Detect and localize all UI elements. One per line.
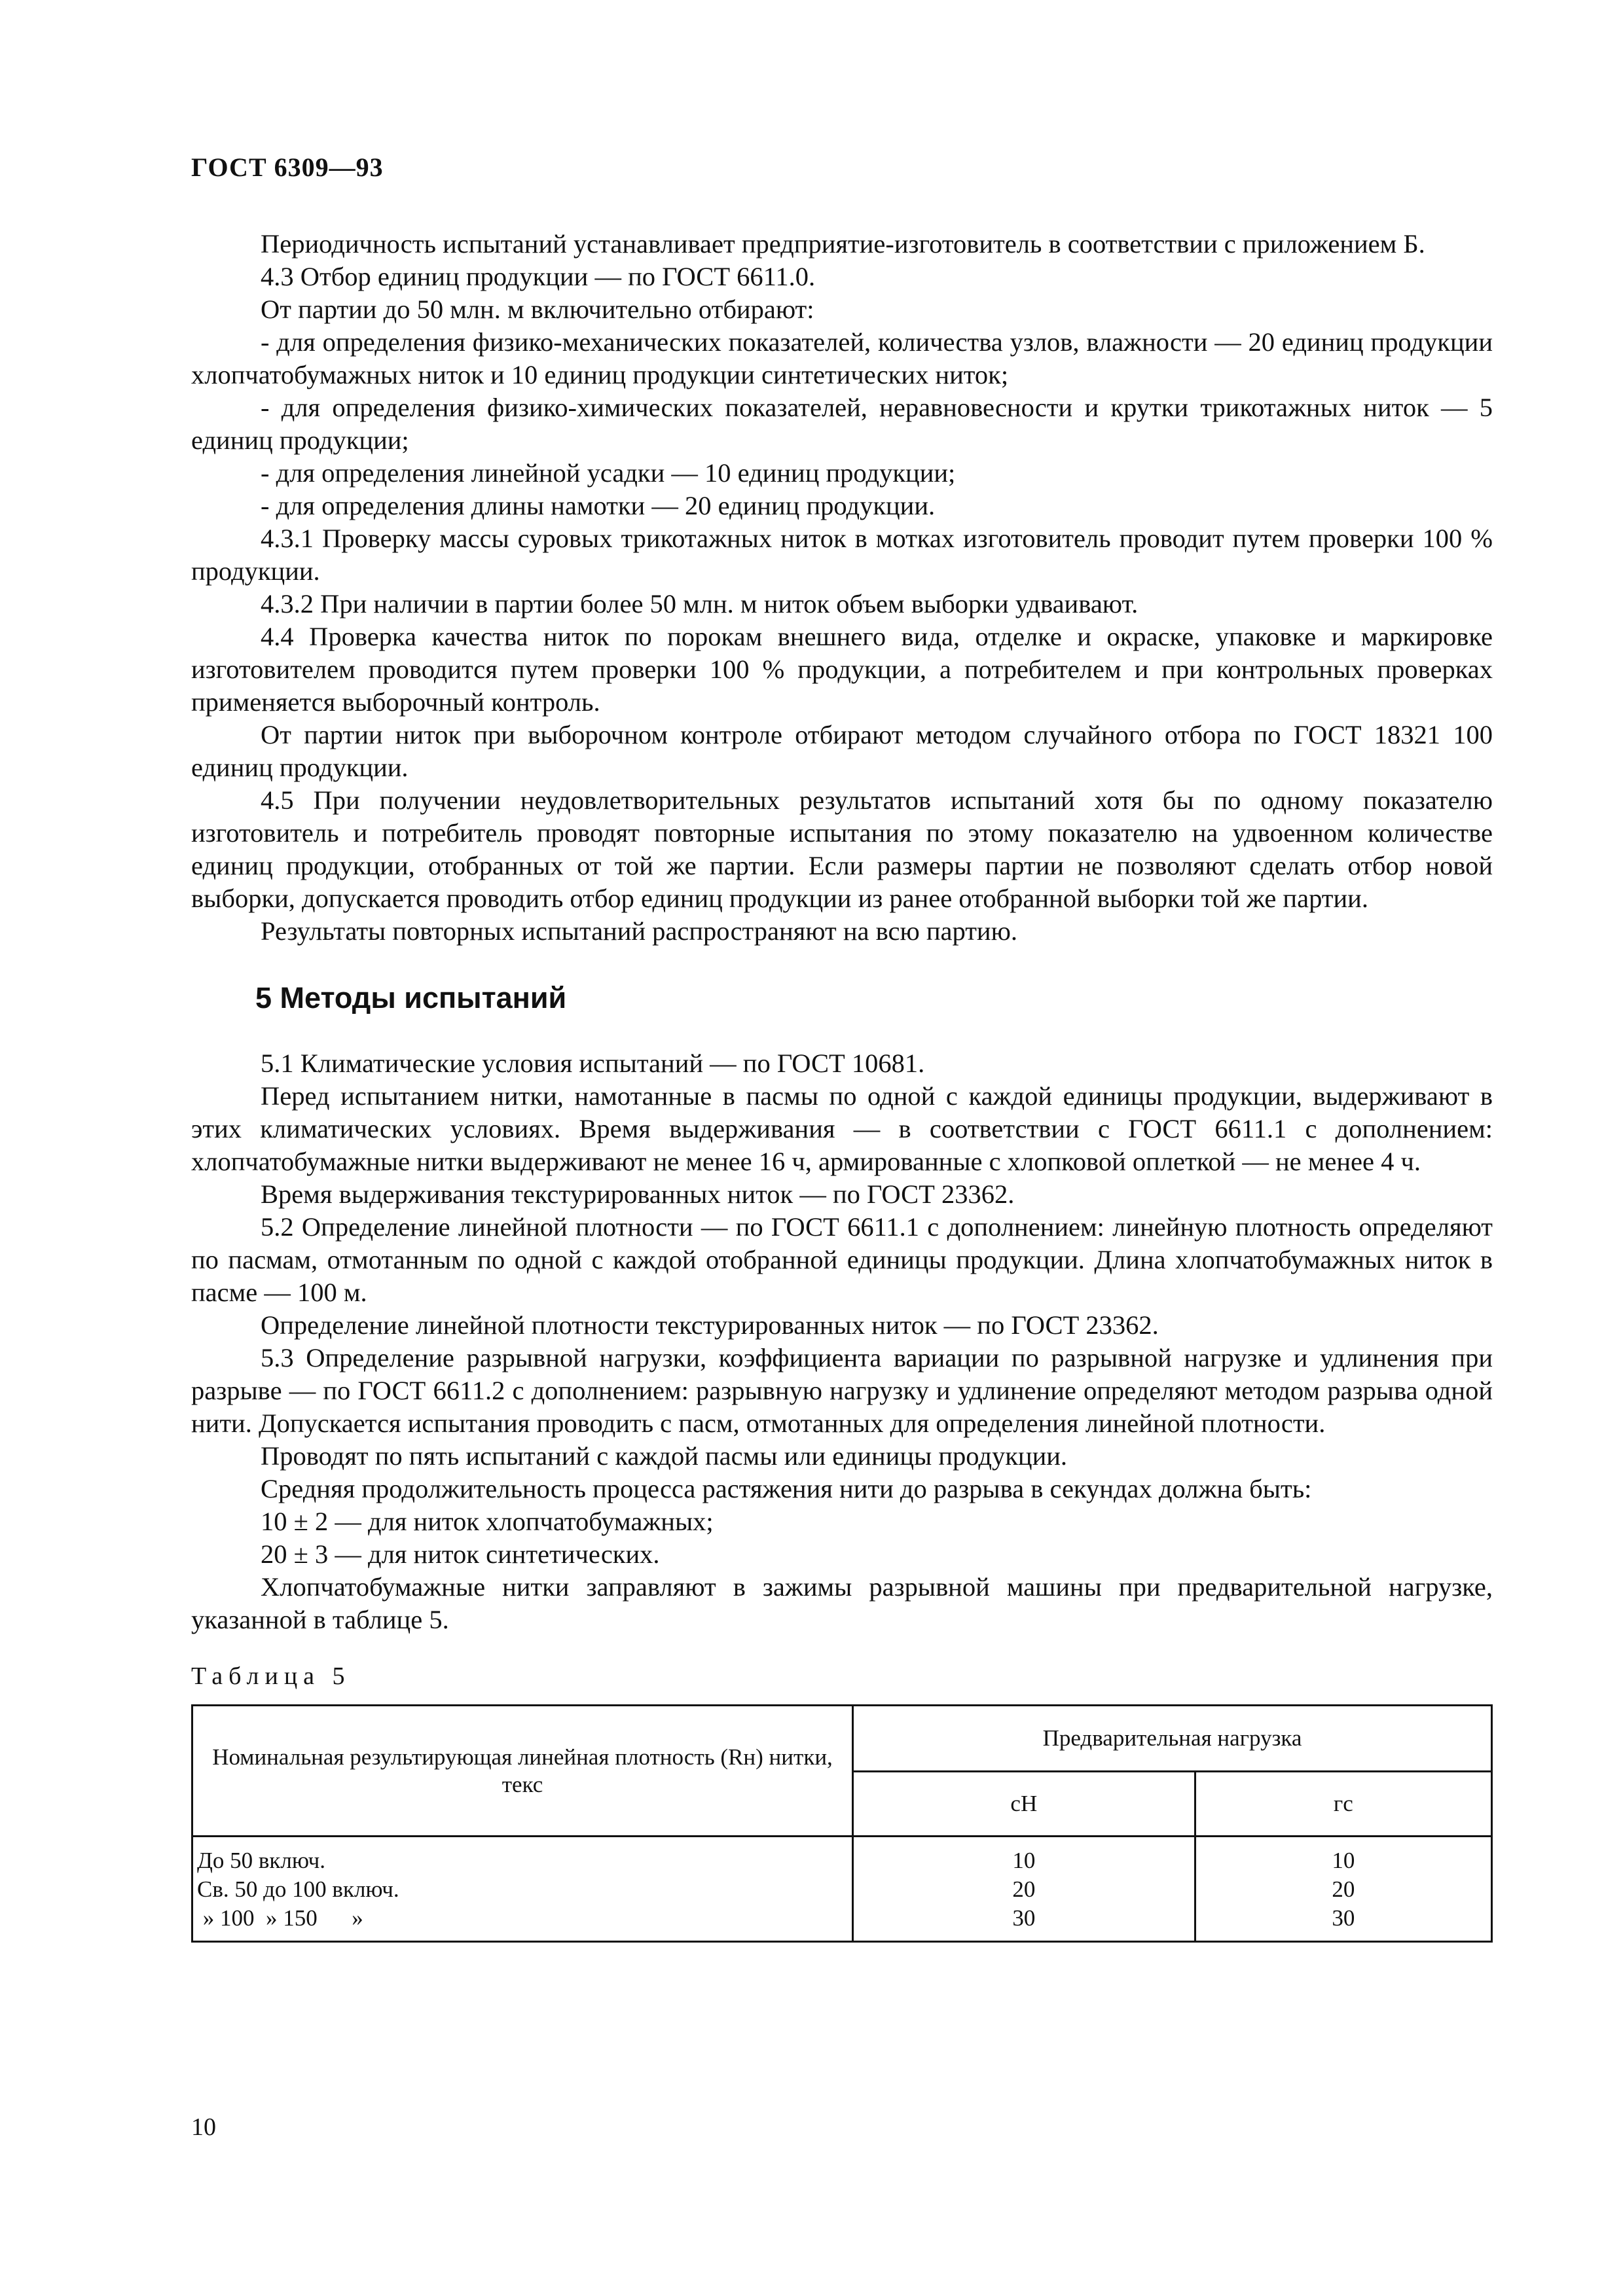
paragraph: 10 ± 2 — для ниток хлопчатобумажных; — [261, 1507, 714, 1536]
paragraph: От партии ниток при выборочном контроле отбирают методом случайного отбора по ГОСТ 18321 100 единиц продукции. — [191, 720, 1493, 782]
paragraph: Определение линейной плотности текстурированных ниток — по ГОСТ 23362. — [261, 1310, 1159, 1340]
paragraph: Перед испытанием нитки, намотанные в пасмы по одной с каждой единицы продукции, выдерживают в этих климатических условиях. Время выдерживания — в соответствии с ГОСТ 6611.1 с дополнением: хлопчатобумажные нитки выдерживают не менее 16 ч, армированные с хлопковой оплеткой — не менее 4 ч. — [191, 1081, 1493, 1176]
header-preload: Предварительная нагрузка — [853, 1706, 1492, 1772]
paragraph: Время выдерживания текстурированных ниток — по ГОСТ 23362. — [261, 1179, 1015, 1209]
paragraph: 4.5 При получении неудовлетворительных результатов испытаний хотя бы по одному показателю изготовитель и потребитель проводят повторные испытания по этому показателю на удвоенном количестве единиц продукции, отобранных от той же партии. Если размеры партии не позволяют сделать отбор новой выборки, допускается проводить отбор единиц продукции из ранее отобранной выборки той же партии. — [191, 785, 1493, 913]
cell-value: 30 — [1012, 1905, 1036, 1931]
paragraph: 4.3.1 Проверку массы суровых трикотажных ниток в мотках изготовитель проводит путем проверки 100 % продукции. — [191, 524, 1493, 586]
page-number: 10 — [191, 2113, 216, 2141]
cell-value: » 100 » 150 » — [197, 1905, 363, 1931]
paragraph: - для определения длины намотки — 20 единиц продукции. — [261, 491, 936, 520]
paragraph: 5.2 Определение линейной плотности — по ГОСТ 6611.1 с дополнением: линейную плотность определяют по пасмам, отмотанным по одной с каждой отобранной единицы продукции. Длина хлопчатобумажных ниток в пасме — 100 м. — [191, 1212, 1493, 1307]
paragraph: Результаты повторных испытаний распространяют на всю партию. — [261, 916, 1017, 946]
paragraph: 5.3 Определение разрывной нагрузки, коэффициента вариации по разрывной нагрузке и удлинения при разрыве — по ГОСТ 6611.2 с дополнением: разрывную нагрузку и удлинение определяют методом разрыва одной нити. Допускается испытания проводить с пасм, отмотанных для определения линейной плотности. — [191, 1343, 1493, 1438]
paragraph: Хлопчатобумажные нитки заправляют в зажимы разрывной машины при предварительной нагрузке, указанной в таблице 5. — [191, 1572, 1493, 1634]
cell-value: До 50 включ. — [197, 1848, 326, 1873]
header-unit-cn: сН — [853, 1772, 1195, 1837]
section-title: 5 Методы испытаний — [255, 981, 567, 1014]
paragraph: - для определения линейной усадки — 10 единиц продукции; — [261, 458, 956, 488]
paragraph: 4.3 Отбор единиц продукции — по ГОСТ 6611.0. — [261, 262, 816, 291]
header-linear-density: Номинальная результирующая линейная плотность (Rн) нитки, текс — [192, 1706, 853, 1837]
paragraph: 20 ± 3 — для ниток синтетических. — [261, 1539, 660, 1569]
paragraph: Периодичность испытаний устанавливает предприятие-изготовитель в соответствии с приложением Б. — [261, 229, 1425, 259]
document-body — [191, 228, 1493, 1943]
cell-value: 10 — [1332, 1848, 1355, 1873]
data-table — [191, 1704, 1493, 1943]
cell-value: 20 — [1332, 1876, 1355, 1902]
paragraph: 5.1 Климатические условия испытаний — по ГОСТ 10681. — [261, 1049, 925, 1078]
table-cell-gs — [1195, 1837, 1491, 1942]
paragraph: Средняя продолжительность процесса растяжения нити до разрыва в секундах должна быть: — [261, 1474, 1312, 1503]
document-header: ГОСТ 6309—93 — [191, 152, 384, 182]
table-row — [192, 1837, 1492, 1942]
cell-value: 10 — [1012, 1848, 1036, 1873]
paragraph: 4.4 Проверка качества ниток по порокам внешнего вида, отделке и окраске, упаковке и маркировке изготовителем проводится путем проверки 100 % продукции, а потребителем и при контрольных проверках применяется выборочный контроль. — [191, 622, 1493, 717]
cell-value: Св. 50 до 100 включ. — [197, 1876, 399, 1902]
table-cell-cn — [853, 1837, 1195, 1942]
cell-value: 30 — [1332, 1905, 1355, 1931]
cell-value: 20 — [1012, 1876, 1036, 1902]
paragraph: - для определения физико-механических показателей, количества узлов, влажности — 20 единиц продукции хлопчатобумажных ниток и 10 единиц продукции синтетических ниток; — [191, 327, 1493, 389]
paragraph: - для определения физико-химических показателей, неравновесности и крутки трикотажных ниток — 5 единиц продукции; — [191, 393, 1493, 455]
table-cell-density — [192, 1837, 853, 1942]
paragraph: Проводят по пять испытаний с каждой пасмы или единицы продукции. — [261, 1441, 1068, 1471]
table-header-row — [192, 1706, 1492, 1772]
table-caption: Таблица 5 — [191, 1662, 351, 1690]
paragraph: 4.3.2 При наличии в партии более 50 млн. м ниток объем выборки удваивают. — [261, 589, 1139, 619]
paragraph: От партии до 50 млн. м включительно отбирают: — [261, 295, 814, 324]
header-unit-gs: гс — [1195, 1772, 1491, 1837]
